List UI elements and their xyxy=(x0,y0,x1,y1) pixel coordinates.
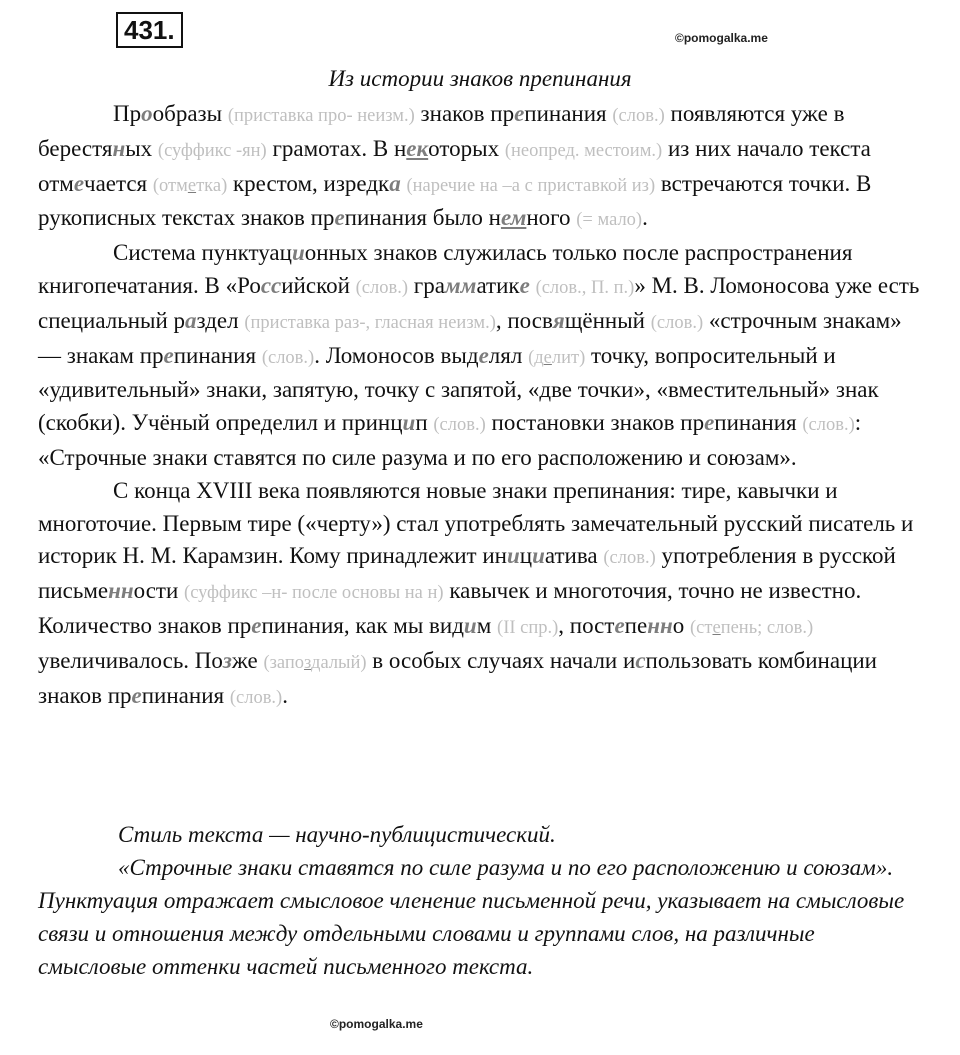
grammar-note: (слов., П. п.) xyxy=(535,277,635,298)
grammar-note: е xyxy=(543,347,552,368)
text-segment: здел xyxy=(196,307,245,333)
grammar-note: лит) xyxy=(551,347,586,368)
text-segment: знаков пр xyxy=(414,101,515,126)
text-segment: оторых xyxy=(428,135,505,161)
text-segment: крестом, изредк xyxy=(227,170,390,196)
text-segment: онных знаков служилась только после распространения книгопечатания. В «Ро xyxy=(38,240,853,298)
spelling-highlight: о xyxy=(141,101,153,126)
text-segment: , посв xyxy=(495,307,553,333)
text-segment: употребления в русской письме xyxy=(38,543,896,604)
analysis-style: Стиль текста — научно-публицистический. xyxy=(118,822,556,847)
grammar-note: тка) xyxy=(196,175,228,196)
grammar-note: (слов.) xyxy=(802,415,855,436)
spelling-highlight: е xyxy=(704,410,715,436)
spelling-highlight: и xyxy=(532,543,545,569)
text-segment: ц xyxy=(519,543,533,569)
watermark-top: ©pomogalka.me xyxy=(675,31,768,45)
paragraph-3 xyxy=(38,475,928,715)
grammar-note: (слов.) xyxy=(355,277,409,298)
grammar-note: е xyxy=(712,617,721,638)
text-segment: ийской xyxy=(281,272,356,298)
text-segment: С конца XVIII века появляются новые знаки препинания: тире, кавычки и многоточие. Первым тире («черту») стал употреблять замечательный русский писатель и историк Н. М. Карамзин. Кому принадлежит ин xyxy=(38,477,914,569)
spelling-highlight: мм xyxy=(444,272,477,298)
spelling-highlight: и xyxy=(402,410,416,436)
text-segment: атик xyxy=(476,272,520,298)
text-segment: кавычек и многоточия, точно не известно. Количество знаков пр xyxy=(38,578,862,638)
spelling-highlight: е xyxy=(131,682,142,708)
grammar-note: (суффикс -ян) xyxy=(157,140,267,161)
text-segment: точку, вопросительный и «удивительный» знаки, запятую, точку с запятой, «две точки», «вместительный» знак (скобки). Учёный определил и принц xyxy=(38,342,879,436)
grammar-note: (наречие на –а с приставкой из) xyxy=(406,175,656,196)
text-segment: встречаются точки. В рукописных текстах знаков пр xyxy=(38,170,872,231)
text-segment: » М. В. Ломоносова уже есть специальный р xyxy=(38,272,920,333)
spelling-highlight: и xyxy=(463,612,477,638)
text-segment: пинания xyxy=(173,342,262,368)
spelling-highlight: ек xyxy=(406,135,429,161)
exercise-number: 431. xyxy=(116,12,183,48)
text-segment: появляются уже в берестя xyxy=(38,101,845,161)
spelling-highlight: е xyxy=(251,612,262,638)
text-segment: пользовать комбинации знаков пр xyxy=(38,647,877,708)
text-segment: чается xyxy=(84,170,153,196)
watermark-bottom: ©pomogalka.me xyxy=(330,1017,423,1031)
main-text xyxy=(38,98,928,714)
text-segment: о xyxy=(672,612,690,638)
grammar-note: (приставка раз-, гласная неизм.) xyxy=(244,312,496,333)
text-segment: пинания xyxy=(714,410,803,436)
grammar-note: (отм xyxy=(152,175,188,196)
spelling-highlight: ем xyxy=(500,205,527,231)
grammar-note: (запо xyxy=(263,652,305,673)
text-segment: атива xyxy=(544,543,604,569)
spelling-highlight: и xyxy=(291,240,305,266)
spelling-highlight: сс xyxy=(260,272,282,298)
text-segment: ости xyxy=(133,578,185,604)
text-segment: пинания было н xyxy=(344,205,501,231)
spelling-highlight: е xyxy=(614,612,625,638)
grammar-note: далый) xyxy=(311,652,367,673)
text-segment: , пост xyxy=(558,612,615,638)
grammar-note: (неопред. местоим.) xyxy=(504,140,663,161)
spelling-highlight: е xyxy=(73,170,85,196)
paragraph-1 xyxy=(38,98,928,237)
text-segment: грамотах. В н xyxy=(266,135,407,161)
text-segment: щённый xyxy=(564,307,651,333)
text-segment: ного xyxy=(526,205,577,231)
spelling-highlight: н xyxy=(112,135,126,161)
text-segment: Система пунктуац xyxy=(113,240,292,266)
paragraph-2 xyxy=(38,237,928,475)
grammar-note: е xyxy=(187,175,197,196)
text-segment: ых xyxy=(125,135,158,161)
spelling-highlight: нн xyxy=(108,578,134,604)
text-segment: из них начало текста отм xyxy=(38,135,871,196)
analysis-block xyxy=(38,818,928,983)
text-segment: . xyxy=(282,682,288,708)
grammar-note: (слов.) xyxy=(229,687,283,708)
text-segment: м xyxy=(476,612,498,638)
grammar-note: (слов.) xyxy=(612,106,665,126)
text-segment: пинания xyxy=(524,101,613,126)
text-segment: гра xyxy=(408,272,445,298)
text-segment: лял xyxy=(488,342,529,368)
grammar-note: (слов.) xyxy=(433,415,486,436)
grammar-note: (слов.) xyxy=(603,548,656,569)
spelling-highlight: с xyxy=(635,647,646,673)
text-segment: . xyxy=(642,205,648,231)
text-segment: п xyxy=(415,410,434,436)
text-segment: . Ломоносов выд xyxy=(314,342,479,368)
grammar-note: (слов.) xyxy=(261,347,315,368)
spelling-highlight: з xyxy=(222,647,232,673)
grammar-note: з xyxy=(304,652,312,673)
text-segment: пе xyxy=(624,612,648,638)
text-segment: пинания xyxy=(141,682,230,708)
grammar-note: пень; слов.) xyxy=(720,617,814,638)
grammar-note: (= мало) xyxy=(576,210,643,231)
text-segment: в особых случаях начали и xyxy=(366,647,636,673)
grammar-note: (д xyxy=(528,347,544,368)
spelling-highlight: е xyxy=(514,101,525,126)
text-segment: образы xyxy=(152,101,228,126)
grammar-note: (приставка про- неизм.) xyxy=(227,106,415,126)
spelling-highlight: е xyxy=(163,342,174,368)
spelling-highlight: е xyxy=(519,272,530,298)
text-segment: «строчным знакам» — знакам пр xyxy=(38,307,902,368)
analysis-quote: «Строчные знаки ставятся по силе разума и по его расположению и союзам». Пунктуация отражает смысловое членение письменной речи, указывает на смысловые связи и отношения между отдельными словами и группами слов, на различные смысловые оттенки частей письменного текста. xyxy=(38,855,905,979)
spelling-highlight: а xyxy=(389,170,401,196)
grammar-note: (слов.) xyxy=(650,312,704,333)
text-segment: : «Строчные знаки ставятся по силе разума и по его расположению и союзам». xyxy=(38,410,862,470)
spelling-highlight: е xyxy=(334,205,345,231)
spelling-highlight: я xyxy=(552,307,565,333)
text-segment: увеличивалось. По xyxy=(38,647,223,673)
text-segment: же xyxy=(231,647,264,673)
grammar-note: (ст xyxy=(690,617,713,638)
spelling-highlight: и xyxy=(506,543,520,569)
spelling-highlight: а xyxy=(185,307,197,333)
spelling-highlight: е xyxy=(478,342,489,368)
grammar-note: (суффикс –н- после основы на н) xyxy=(184,583,444,604)
text-segment: постановки знаков пр xyxy=(485,410,705,436)
text-segment: пинания, как мы вид xyxy=(261,612,464,638)
grammar-note: (II спр.) xyxy=(497,617,559,638)
spelling-highlight: нн xyxy=(647,612,673,638)
text-title: Из истории знаков препинания xyxy=(328,66,632,91)
text-segment: Пр xyxy=(113,101,142,126)
